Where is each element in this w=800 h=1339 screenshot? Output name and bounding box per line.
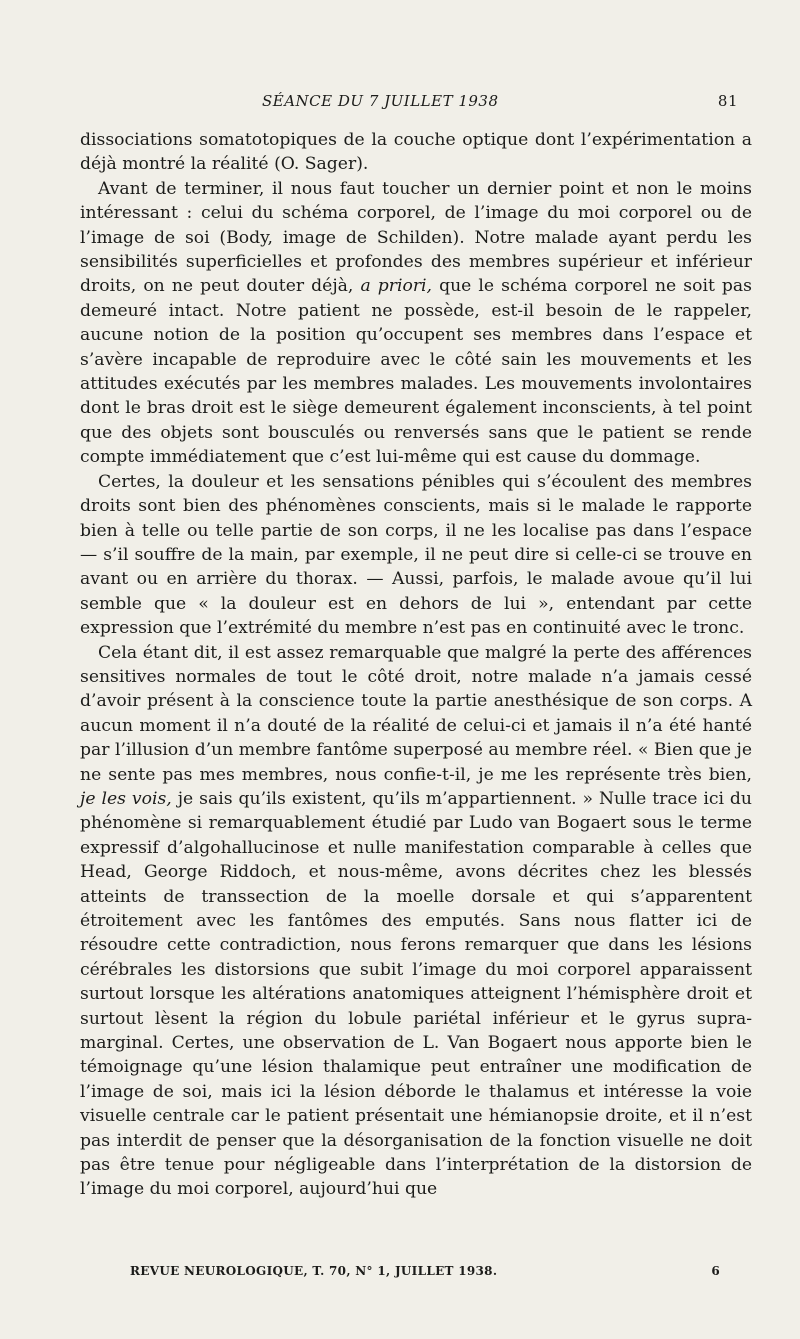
running-header xyxy=(80,92,740,116)
paragraph-4-text: Cela étant dit, il est assez remarquable que malgré la perte des afférences sensitives normales de tout le côté droit, notre malade n’a jamais cessé d’avoir présent à la conscience toute la partie anesthésique de son corps. A aucun moment il n’a douté de la réalité de celui-ci et jamais il n’a été hanté par l’illusion d’un membre fantôme superposé au membre réel. « Bien que je ne sente pas mes membres, nous confie-t-il, je me les représente très bien, xyxy=(80,642,752,785)
paragraph-1 xyxy=(80,128,752,177)
italic-a-priori: a priori, xyxy=(360,276,433,297)
page-number: 81 xyxy=(717,92,738,110)
paragraph-3 xyxy=(80,470,752,641)
journal-citation: REVUE NEUROLOGIQUE, T. 70, N° 1, JUILLET 1938. xyxy=(130,1264,498,1278)
italic-je-les-vois: je les vois, xyxy=(80,788,172,809)
paragraph-1-text: dissociations somatotopiques de la couche optique dont l’expérimentation a déjà montré la réalité (O. Sager). xyxy=(80,130,752,175)
paragraph-3-text: Certes, la douleur et les sensations pénibles qui s’écoulent des membres droits sont bien des phénomènes conscients, mais si le malade le rapporte bien à telle ou telle partie de son corps, il ne les localise pas dans l’espace — s’il souffre de la main, par exemple, il ne peut dire si celle-ci se trouve en avant ou en arrière du thorax. — Aussi, parfois, le malade avoue qu’il lui semble que « la douleur est en dehors de lui », entendant par cette expression que l’extrémité du membre n’est pas en continuité avec le tronc. xyxy=(80,471,752,639)
paragraph-2-rest: que le schéma corporel ne soit pas demeuré intact. Notre patient ne possède, est-il besoin de le rappeler, aucune notion de la position qu’occupent ses membres dans l’espace et s’avère incapable de reproduire avec le côté sain les mouvements et les attitudes exécutés par les membres malades. Les mouvements involontaires dont le bras droit est le siège demeurent également inconscients, à tel point que des objets sont bousculés ou renversés sans que le patient se rende compte immédiatement que c’est lui-même qui est cause du dommage. xyxy=(80,276,752,468)
paragraph-2 xyxy=(80,177,752,470)
page-footer xyxy=(130,1264,720,1286)
paragraph-4 xyxy=(80,641,752,1202)
signature-mark: 6 xyxy=(711,1264,720,1278)
paragraph-4-rest: je sais qu’ils existent, qu’ils m’appartiennent. » Nulle trace ici du phénomène si remarquablement étudié par Ludo van Bogaert sous le terme expressif d’algohallucinose et nulle manifestation comparable à celles que Head, George Riddoch, et nous-même, avons décrites chez les blessés atteints de transsection de la moelle dorsale et qui s’apparentent étroitement avec les fantômes des emputés. Sans nous flatter ici de résoudre cette contradiction, nous ferons remarquer que dans les lésions cérébrales les distorsions que subit l’image du moi corporel apparaissent surtout lorsque les altérations anatomiques atteignent l’hémisphère droit et surtout lèsent la région du lobule pariétal inférieur et le gyrus supra-marginal. Certes, une observation de L. Van Bogaert nous apporte bien le témoignage qu’une lésion thalamique peut entraîner une modification de l’image de soi, mais ici la lésion déborde le thalamus et intéresse la voie visuelle centrale car le patient présentait une hémianopsie droite, et il n’est pas interdit de penser que la désorganisation de la fonction visuelle ne doit pas être tenue pour négligeable dans l’interprétation de la distorsion de l’image du moi corporel, aujourd’hui que xyxy=(80,788,753,1200)
body-text xyxy=(80,128,752,1202)
paragraph-2-text: Avant de terminer, il nous faut toucher un dernier point et non le moins intéressant : celui du schéma corporel, de l’image du moi corporel ou de l’image de soi (Body, image de Schilden). Notre malade ayant perdu les sensibilités superficielles et profondes des membres supérieur et inférieur droits, on ne peut douter déjà, xyxy=(80,178,752,297)
running-title: SÉANCE DU 7 JUILLET 1938 xyxy=(262,92,499,110)
